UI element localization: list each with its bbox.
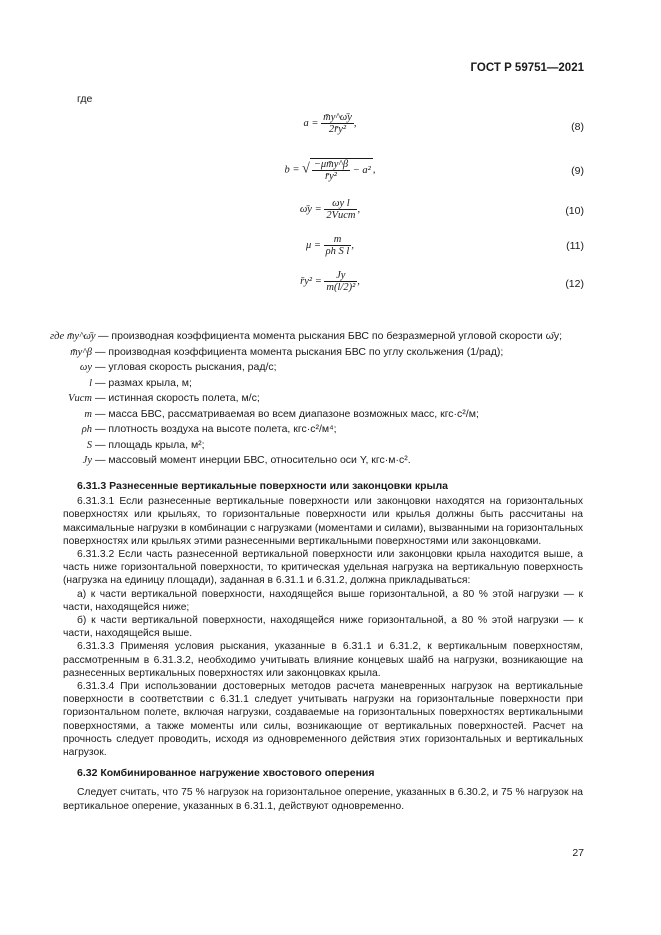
legend-row: Jy — массовый момент инерции БВС, относительно оси Y, кгс·м·с².	[82, 454, 411, 466]
symbol-legend	[50, 330, 590, 470]
legend-row: m — масса БВС, рассматриваемая во всем диапазоне возможных масс, кгс·с²/м;	[84, 407, 479, 420]
section-title-6-32: 6.32 Комбинированное нагружение хвостового оперения	[77, 767, 375, 780]
equation-number-9: (9)	[571, 165, 584, 177]
legend-row: ωy — угловая скорость рыскания, рад/с;	[79, 361, 277, 373]
body-text	[63, 480, 583, 813]
equation-number-8: (8)	[571, 121, 584, 133]
section-title-6-31-3: 6.31.3 Разнесенные вертикальные поверхности или законцовки крыла	[77, 480, 448, 492]
paragraph: 6.31.3.4 При использовании достоверных методов расчета маневренных нагрузок на вертикальные поверхности в соответствии с 6.31.1 следует учитывать нагрузки на горизонтальные поверхности при горизонтальном полете, включая нагрузки, создаваемые на горизонтальных поверхностях вертикальными поверхностями, а также моменты или силы, возникающие от вертикальных поверхностей. Расчет на прочность следует проводить, исходя из одновременного действия этих горизонтальных и вертикальных нагрузок.	[63, 681, 583, 759]
legend-row: S — площадь крыла, м²;	[86, 438, 205, 451]
legend-row: ρh — плотность воздуха на высоте полета, кгс·с²/м⁴;	[81, 423, 337, 435]
legend-row: m̄y^β — производная коэффициента момента рыскания БВС по углу скольжения (1/рад);	[70, 345, 504, 358]
equation-9: b = √ $\frac{-\mu m̄y\^{}\beta}{\text{r̄y²}}$ − a² ,	[284, 159, 376, 182]
paragraph: 6.31.3.2 Если часть разнесенной вертикальной поверхности или законцовки крыла находится выше, а часть ниже горизонтальной поверхности, то критическая удельная нагрузка на вертикальную поверхность (нагрузка на единицу площади), заданная в 6.31.1 и 6.31.2, должна прикладываться:	[63, 549, 583, 587]
equation-8: a = $\frac{m̄y\^{}\omegāy}{\text{2r̄y²}}$ ,	[303, 112, 357, 135]
legend-row: Vист — истинная скорость полета, м/с;	[68, 392, 260, 404]
list-item: б) к части вертикальной поверхности, находящейся ниже горизонтальной, а 80 % этой нагрузки — к части, находящейся выше.	[63, 615, 583, 640]
equation-11: μ = $\frac{m}{\text{ρh S l}}$ ,	[306, 234, 354, 257]
equation-number-12: (12)	[565, 278, 584, 290]
legend-row: где m̄y^ω̄y — производная коэффициента момента рыскания БВС по безразмерной угловой скорости ω̄y;	[50, 330, 563, 342]
legend-row: l — размах крыла, м;	[89, 376, 192, 389]
paragraph: Следует считать, что 75 % нагрузок на горизонтальное оперение, указанных в 6.30.2, и 75 % нагрузок на вертикальное оперение, указанных в 6.31.1, действуют одновременно.	[63, 787, 583, 812]
standard-header: ГОСТ Р 59751—2021	[470, 62, 584, 74]
where-label: где	[77, 93, 93, 105]
paragraph: 6.31.3.1 Если разнесенные вертикальные поверхности или законцовки находятся на горизонтальных поверхностях или крыльях, то горизонтальные поверхности или крылья должны быть рассчитаны на максимальные нагрузки в комбинации с нагрузками (моментами и силами), вызванными на горизонтальных поверхностях или крыльях этими разнесенными вертикальными поверхностями или законцовками.	[63, 496, 583, 547]
paragraph: 6.31.3.3 Применяя условия рыскания, указанные в 6.31.1 и 6.31.2, к вертикальным поверхностям, рассмотренным в 6.31.3.2, необходимо учитывать влияние концевых шайб на нагрузки, возникающие на разнесенных вертикальных поверхностях или законцовках крыла.	[63, 641, 583, 679]
equation-10: ω̄y = $\frac{\text{ωy l}}{\text{2Vист}}$ ,	[299, 198, 361, 221]
equation-number-10: (10)	[565, 205, 584, 217]
list-item: а) к части вертикальной поверхности, находящейся выше горизонтальной, а 80 % этой нагрузки — к части, находящейся ниже;	[63, 588, 583, 613]
equation-12: r̄y² = $\frac{Jy}{\text{m(l/2)²}}$ ,	[300, 270, 360, 293]
page-number: 27	[572, 847, 584, 859]
equation-number-11: (11)	[566, 240, 584, 252]
sqrt-icon: √	[302, 161, 310, 177]
